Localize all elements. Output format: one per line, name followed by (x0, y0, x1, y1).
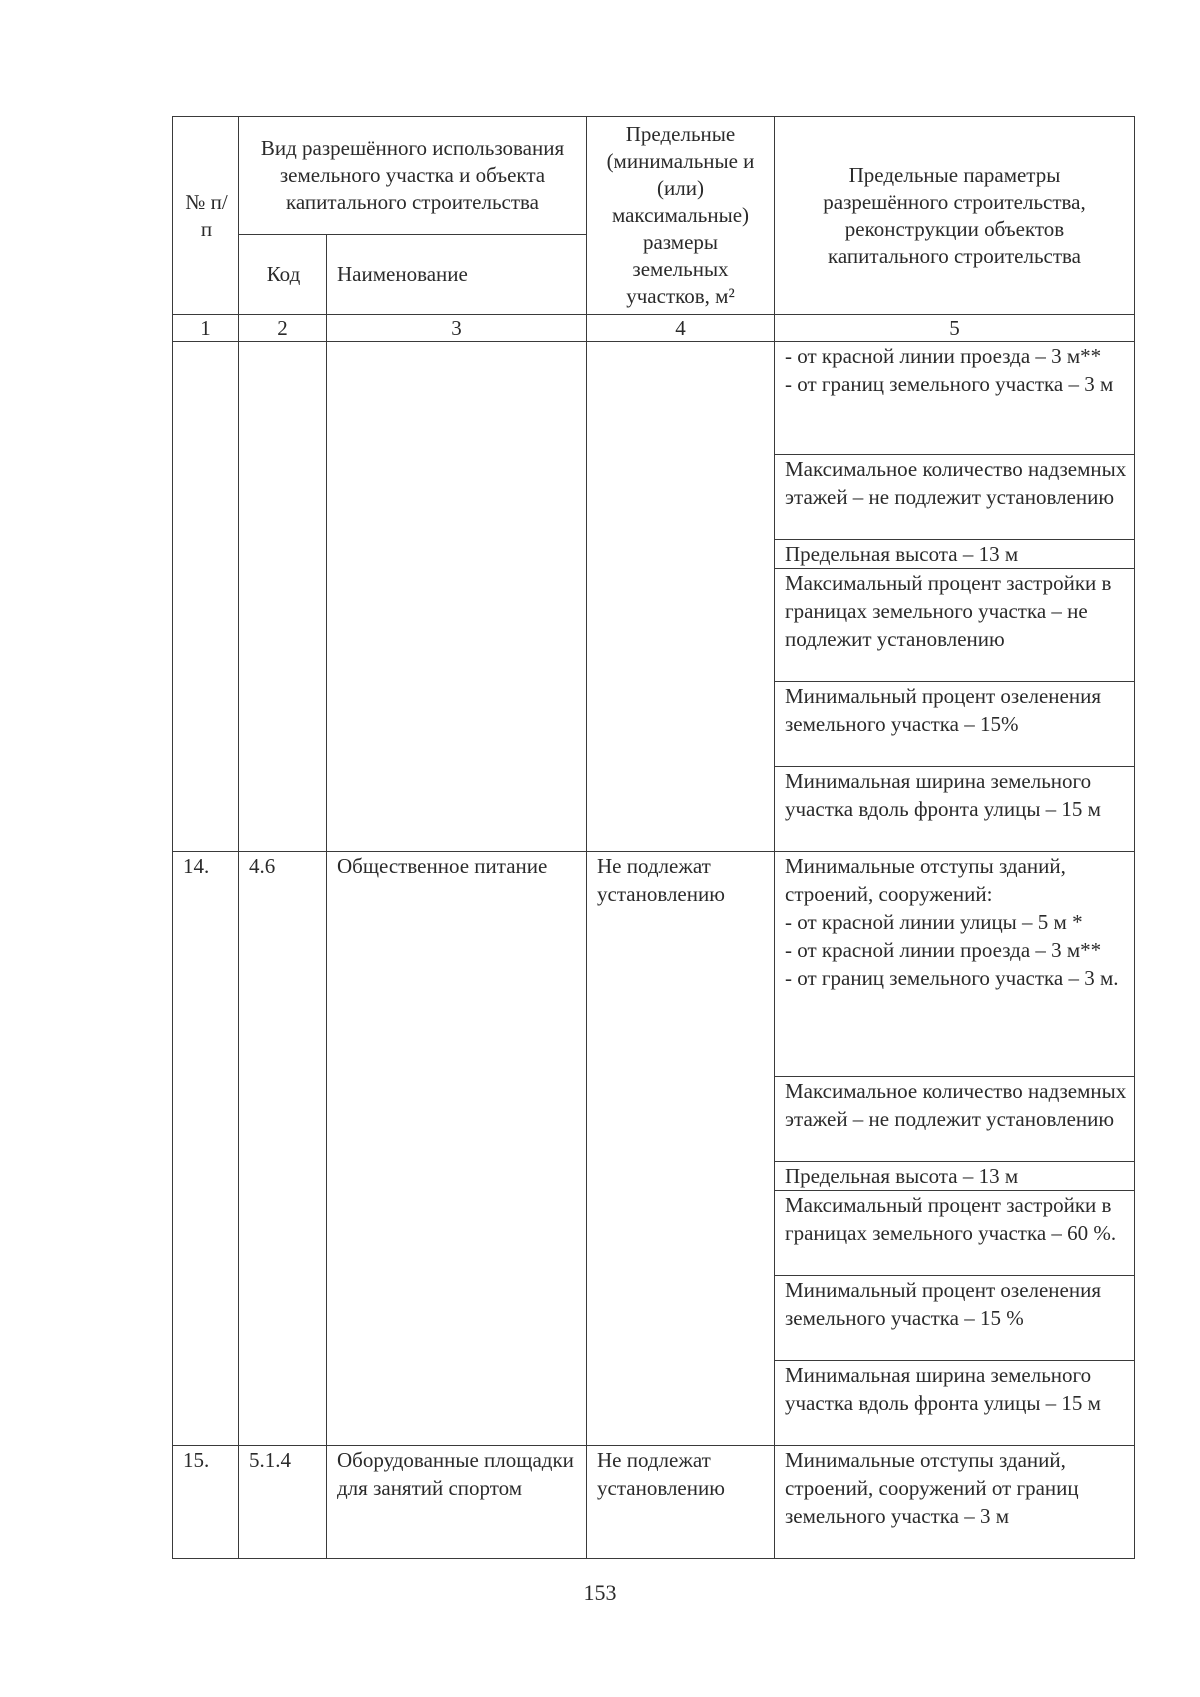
header-use-type: Вид разрешённого использования земельного участка и объекта капитального строительства (239, 117, 587, 235)
row-number (173, 342, 239, 852)
param-block: - от красной линии проезда – 3 м** - от границ земельного участка – 3 м (775, 342, 1134, 455)
land-use-table (172, 116, 1135, 1559)
row-number: 15. (173, 1446, 239, 1559)
table-row (173, 852, 1135, 1446)
param-block: Минимальная ширина земельного участка вдоль фронта улицы – 15 м (785, 769, 1101, 821)
row-params (775, 1446, 1135, 1559)
row-plot-size: Не подлежат установлению (587, 1446, 775, 1559)
row-number: 14. (173, 852, 239, 1446)
col-number: 5 (775, 315, 1135, 342)
param-block: Максимальный процент застройки в границах земельного участка – не подлежит установлению (775, 569, 1134, 682)
row-params (775, 342, 1135, 852)
param-block: Минимальный процент озеленения земельного участка – 15 % (775, 1276, 1134, 1361)
col-number: 4 (587, 315, 775, 342)
row-name: Общественное питание (327, 852, 587, 1446)
param-block: Минимальные отступы зданий, строений, сооружений: - от красной линии улицы – 5 м * - от красной линии проезда – 3 м** - от границ земельного участка – 3 м. (775, 852, 1134, 1077)
param-block: Минимальная ширина земельного участка вдоль фронта улицы – 15 м (785, 1363, 1101, 1415)
row-params (775, 852, 1135, 1446)
row-plot-size: Не подлежат установлению (587, 852, 775, 1446)
header-code: Код (239, 235, 327, 315)
param-block: Максимальное количество надземных этажей – не подлежит установлению (775, 455, 1134, 540)
header-params: Предельные параметры разрешённого строительства, реконструкции объектов капитального строительства (775, 117, 1135, 315)
col-number: 1 (173, 315, 239, 342)
row-name (327, 342, 587, 852)
header-plot-size: Предельные (минимальные и (или) максимальные) размеры земельных участков, м² (587, 117, 775, 315)
param-block: Предельная высота – 13 м (775, 1162, 1134, 1191)
table-body (173, 342, 1135, 1559)
row-plot-size (587, 342, 775, 852)
table-row (173, 1446, 1135, 1559)
row-code (239, 342, 327, 852)
param-block: Максимальный процент застройки в границах земельного участка – 60 %. (775, 1191, 1134, 1276)
header-no: № п/п (173, 117, 239, 315)
param-block: Минимальный процент озеленения земельного участка – 15% (775, 682, 1134, 767)
row-code: 5.1.4 (239, 1446, 327, 1559)
param-block: Максимальное количество надземных этажей – не подлежит установлению (775, 1077, 1134, 1162)
param-block: Предельная высота – 13 м (775, 540, 1134, 569)
header-name: Наименование (327, 235, 587, 315)
table-row (173, 342, 1135, 852)
page-number: 153 (583, 1580, 617, 1605)
row-name: Оборудованные площадки для занятий спортом (327, 1446, 587, 1559)
row-code: 4.6 (239, 852, 327, 1446)
col-number: 2 (239, 315, 327, 342)
param-block: Минимальные отступы зданий, строений, сооружений от границ земельного участка – 3 м (785, 1448, 1079, 1528)
col-number: 3 (327, 315, 587, 342)
